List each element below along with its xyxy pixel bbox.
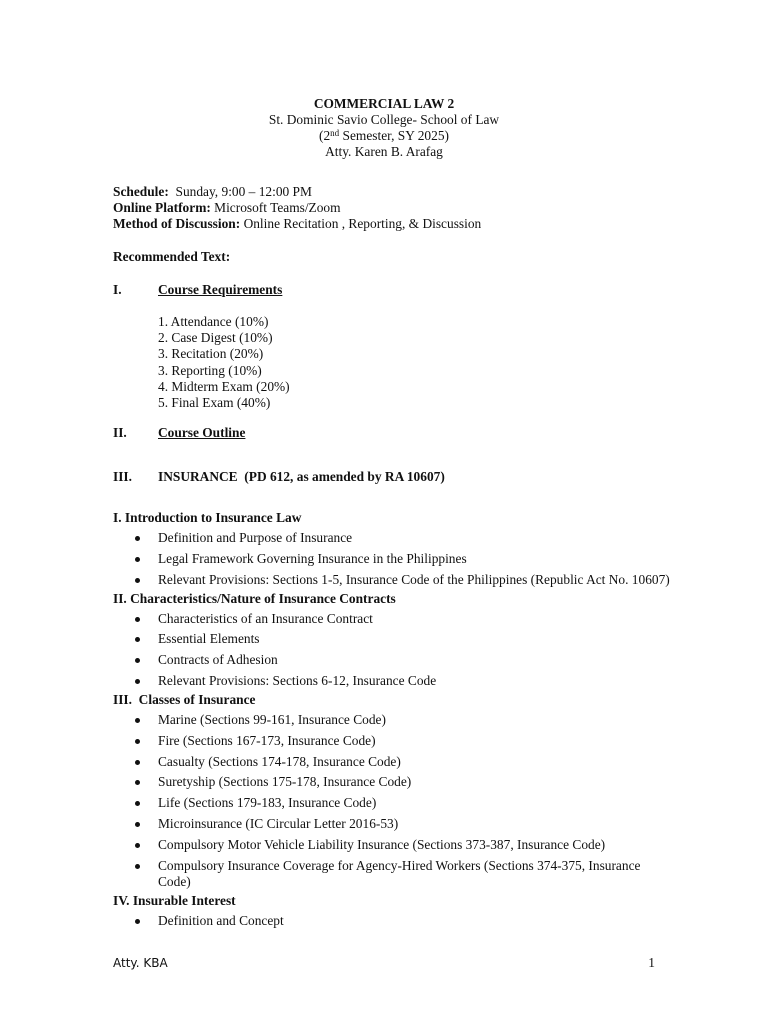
method-line — [113, 216, 673, 232]
bullet-icon — [135, 864, 140, 869]
bullet-icon — [135, 822, 140, 827]
list-item — [113, 652, 673, 668]
requirement-item: 1. Attendance (10%) — [158, 314, 269, 329]
requirement-item: 3. Reporting (10%) — [158, 362, 262, 378]
outline-section-title: II. Characteristics/Nature of Insurance Contracts — [113, 590, 396, 606]
list-item — [113, 816, 673, 832]
method-value: Online Recitation , Reporting, & Discussion — [240, 216, 482, 231]
section-2-title: Course Outline — [158, 425, 246, 440]
course-title: COMMERCIAL LAW 2 — [313, 96, 455, 111]
schedule-line — [113, 184, 673, 200]
bullet-icon — [135, 718, 140, 723]
bullet-icon — [135, 617, 140, 622]
list-item — [113, 551, 673, 567]
list-item-text: Characteristics of an Insurance Contract — [158, 610, 373, 626]
term-open: (2 — [319, 128, 331, 143]
list-item — [113, 611, 673, 627]
list-item-text: Casualty (Sections 174-178, Insurance Code) — [158, 753, 401, 769]
list-item — [113, 754, 673, 770]
recommended-label: Recommended Text: — [113, 249, 231, 264]
list-item-text: Definition and Purpose of Insurance — [158, 530, 353, 545]
footer-author: Atty. KBA — [113, 956, 168, 970]
outline-section — [113, 591, 673, 689]
schedule-value: Sunday, 9:00 – 12:00 PM — [168, 184, 312, 199]
list-item-text: Relevant Provisions: Sections 6-12, Insurance Code — [158, 672, 437, 688]
list-item — [113, 795, 673, 811]
section-3-number: III. — [113, 469, 132, 484]
requirement-item: 3. Recitation (20%) — [158, 346, 264, 362]
outline-section — [113, 510, 673, 588]
bullet-icon — [135, 919, 140, 924]
bullet-icon — [135, 578, 140, 583]
bullet-icon — [135, 658, 140, 663]
section-3-title: INSURANCE (PD 612, as amended by RA 10607) — [158, 469, 445, 484]
bullet-icon — [135, 557, 140, 562]
platform-line — [113, 200, 673, 216]
bullet-icon — [135, 780, 140, 785]
list-item-text: Marine (Sections 99-161, Insurance Code) — [158, 711, 386, 727]
list-item — [113, 733, 673, 749]
recommended-text-line — [113, 249, 673, 265]
list-item-text: Compulsory Motor Vehicle Liability Insurance (Sections 373-387, Insurance Code) — [158, 836, 606, 852]
platform-label: Online Platform: — [113, 200, 211, 215]
section-1-number: I. — [113, 282, 122, 297]
list-item-text: Relevant Provisions: Sections 1-5, Insurance Code of the Philippines (Republic Act No. 10607) — [158, 571, 670, 587]
page-number: 1 — [648, 955, 655, 970]
bullet-icon — [135, 679, 140, 684]
section-2-number: II. — [113, 425, 127, 440]
list-item — [113, 858, 673, 890]
requirement-item: 2. Case Digest (10%) — [158, 330, 273, 346]
page-footer — [113, 955, 655, 971]
method-label: Method of Discussion: — [113, 216, 241, 231]
list-item-text: Legal Framework Governing Insurance in the Philippines — [158, 550, 467, 566]
course-outline — [113, 510, 673, 933]
bullet-icon — [135, 801, 140, 806]
list-item-text: Contracts of Adhesion — [158, 652, 278, 668]
list-item-text: Suretyship (Sections 175-178, Insurance Code) — [158, 774, 412, 790]
list-item — [113, 712, 673, 728]
list-item-text: Definition and Concept — [158, 912, 284, 928]
outline-section-title: I. Introduction to Insurance Law — [113, 510, 302, 525]
bullet-icon — [135, 739, 140, 744]
term-line — [0, 128, 768, 144]
list-item-text: Life (Sections 179-183, Insurance Code) — [158, 795, 377, 811]
instructor-name: Atty. Karen B. Arafag — [325, 144, 443, 159]
list-item — [113, 631, 673, 647]
requirement-item: 5. Final Exam (40%) — [158, 395, 271, 411]
requirement-item: 4. Midterm Exam (20%) — [158, 378, 290, 394]
bullet-icon — [135, 637, 140, 642]
school-name: St. Dominic Savio College- School of Law — [268, 112, 500, 127]
bullet-icon — [135, 843, 140, 848]
list-item-text: Essential Elements — [158, 631, 260, 647]
schedule-label: Schedule: — [113, 184, 169, 199]
requirements-list — [158, 314, 290, 411]
list-item — [113, 530, 673, 546]
list-item — [113, 837, 673, 853]
list-item — [113, 673, 673, 689]
outline-section-title: IV. Insurable Interest — [113, 892, 236, 908]
outline-section-title: III. Classes of Insurance — [113, 691, 256, 707]
list-item — [113, 913, 673, 929]
outline-section — [113, 893, 673, 929]
bullet-icon — [135, 760, 140, 765]
list-item — [113, 774, 673, 790]
section-1-title: Course Requirements — [158, 282, 283, 297]
list-item — [113, 572, 673, 588]
term-superscript: nd — [330, 128, 340, 138]
outline-section — [113, 692, 673, 890]
document-header — [0, 96, 768, 160]
term-rest: Semester, SY 2025) — [339, 128, 449, 143]
bullet-icon — [135, 536, 140, 541]
list-item-text: Compulsory Insurance Coverage for Agency-Hired Workers (Sections 374-375, Insurance Code) — [158, 857, 641, 889]
platform-value: Microsoft Teams/Zoom — [210, 200, 341, 215]
list-item-text: Fire (Sections 167-173, Insurance Code) — [158, 732, 376, 748]
list-item-text: Microinsurance (IC Circular Letter 2016-53) — [158, 815, 399, 831]
